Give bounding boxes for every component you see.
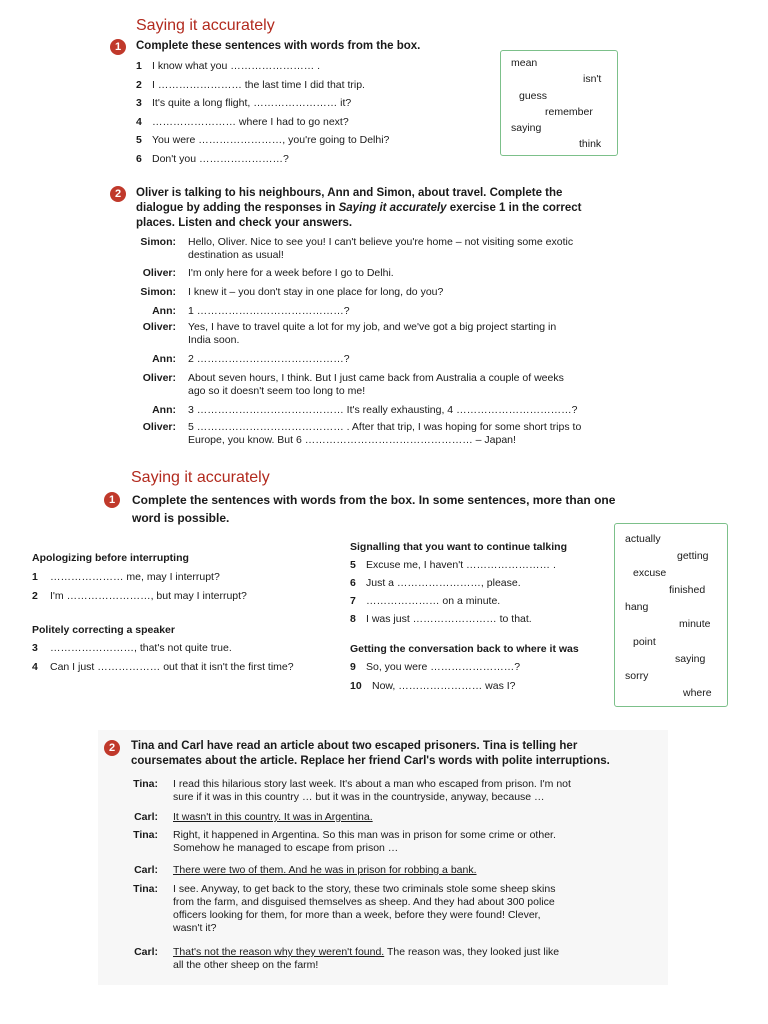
item-number: 1 [32, 571, 38, 583]
list-item [350, 613, 532, 626]
dialogue-text: officers looking for them, for more than a week, before they were found! Clever, [173, 909, 541, 921]
dialogue-text: 3 …………………………………… It's really exhausting, 4 ……………………………? [188, 404, 578, 416]
group-heading: Apologizing before interrupting [32, 552, 189, 564]
word-box-item: point [633, 636, 656, 648]
speaker-label: Carl: [134, 864, 158, 876]
item-number: 2 [32, 590, 38, 602]
word-box-item: excuse [633, 567, 667, 579]
dialogue-line [188, 286, 443, 299]
item-text: Don't you ……………………? [152, 152, 289, 165]
item-number: 1 [136, 60, 142, 72]
dialogue-line [173, 864, 477, 877]
item-text: You were ……………………, you're going to Delhi? [152, 134, 390, 146]
dialogue-text: I read this hilarious story last week. It's about a man who escaped from prison. I'm not [173, 778, 571, 790]
item-number: 4 [136, 115, 142, 128]
dialogue-text: Yes, I have to travel quite a lot for my job, and we've got a big project starting in [188, 321, 557, 333]
dialogue-text: destination as usual! [188, 249, 284, 261]
underlined-text: That's not the reason why they weren't found. [173, 946, 385, 958]
speaker-label: Carl: [134, 811, 158, 823]
group-heading: Politely correcting a speaker [32, 624, 175, 636]
exercise-instruction [131, 739, 610, 769]
list-item [350, 577, 521, 590]
instruction-line: Tina and Carl have read an article about two escaped prisoners. Tina is telling her [131, 740, 578, 752]
item-text: …………………… where I had to go next? [152, 115, 349, 128]
dialogue-text: I see. Anyway, to get back to the story, these two criminals stole some sheep skins [173, 883, 556, 895]
item-text: ……………………, that's not quite true. [50, 642, 232, 654]
item-number: 5 [350, 559, 356, 571]
speaker-label: Simon: [140, 236, 176, 248]
dialogue-line [188, 236, 573, 262]
item-number: 3 [136, 97, 142, 109]
word-box-item: minute [679, 618, 711, 630]
word-box-item: remember [545, 106, 593, 118]
list-item [136, 60, 389, 79]
dialogue-text: from the farm, and disguised themselves as sheep. And they had about 300 police [173, 896, 555, 908]
word-box-item: getting [677, 550, 709, 562]
dialogue-text: 1 ……………………………………? [188, 305, 350, 317]
dialogue-text: About seven hours, I think. But I just came back from Australia a couple of weeks [188, 372, 564, 384]
speaker-label: Oliver: [142, 267, 176, 279]
dialogue-text: Right, it happened in Argentina. So this man was in prison for some crime or other. [173, 829, 556, 841]
exercise-number-badge: 1 [104, 492, 120, 508]
word-box-item: where [683, 687, 712, 699]
list-item [136, 97, 389, 116]
speaker-label: Ann: [152, 305, 176, 317]
list-item [136, 79, 389, 98]
item-number: 3 [32, 642, 38, 654]
instruction-text: exercise 1 in the correct [446, 202, 582, 214]
word-box-item: finished [669, 584, 706, 596]
speaker-label: Ann: [152, 353, 176, 365]
dialogue [122, 778, 662, 978]
speaker-label: Oliver: [142, 321, 176, 333]
underlined-text: It wasn't in this country. It was in Argentina. [173, 811, 373, 823]
item-number: 9 [350, 661, 356, 673]
item-number: 8 [350, 613, 356, 625]
dialogue-line [173, 811, 373, 824]
speaker-label: Carl: [134, 946, 158, 958]
item-text: I know what you …………………… . [152, 60, 321, 72]
speaker-label: Tina: [133, 778, 158, 790]
dialogue-line [188, 305, 350, 318]
speaker-label: Ann: [152, 404, 176, 416]
list-item [136, 153, 389, 172]
dialogue-text: The reason was, they looked just like [386, 946, 560, 958]
item-text: I'm ……………………, but may I interrupt? [50, 590, 247, 602]
item-text: Excuse me, I haven't …………………… . [366, 559, 556, 571]
exercise-number-badge: 2 [110, 186, 126, 202]
item-text: ………………… on a minute. [366, 595, 501, 607]
word-box-item: saying [511, 122, 542, 134]
list-item [32, 642, 232, 655]
item-text: Can I just ……………… out that it isn't the first time? [50, 661, 294, 673]
dialogue-line [173, 829, 556, 855]
dialogue-text: Somehow he managed to escape from prison … [173, 842, 399, 854]
dialogue-line [188, 404, 577, 417]
speaker-label: Tina: [133, 883, 158, 895]
word-box [614, 523, 728, 707]
instruction-line: places. Listen and check your answers. [136, 217, 353, 229]
dialogue-text: ago so it doesn't seem too long to me! [188, 385, 366, 397]
list-item [32, 590, 247, 603]
dialogue-text: all the other sheep on the farm! [173, 959, 319, 971]
item-number: 5 [136, 134, 142, 146]
dialogue-text: I'm only here for a week before I go to Delhi. [188, 267, 394, 279]
dialogue-text: Europe, you know. But 6 ………………………………………… – Japan! [188, 434, 516, 446]
dialogue-line [188, 372, 564, 398]
list-item [350, 559, 556, 572]
dialogue-line [173, 946, 559, 972]
dialogue-line [188, 267, 394, 280]
list-item [136, 116, 389, 135]
item-number: 10 [350, 680, 362, 692]
exercise-instruction: Complete these sentences with words from the box. [136, 40, 421, 52]
exercise-number-badge: 1 [110, 39, 126, 55]
dialogue-line [173, 883, 555, 935]
instruction-line [136, 201, 581, 216]
dialogue-line [188, 321, 556, 347]
instruction-line: Complete the sentences with words from the box. In some sentences, more than one [132, 493, 616, 507]
list-item [350, 595, 500, 608]
instruction-text: dialogue by adding the responses in [136, 202, 339, 214]
instruction-line: coursemates about the article. Replace her friend Carl's words with polite interruptions. [131, 755, 610, 767]
speaker-label: Oliver: [142, 421, 176, 433]
exercise-number-badge: 2 [104, 740, 120, 756]
instruction-line: Oliver is talking to his neighbours, Ann and Simon, about travel. Complete the [136, 187, 563, 199]
group-heading: Signalling that you want to continue talking [350, 541, 567, 553]
section1-title-text: Saying it accurately [136, 17, 275, 34]
item-text: ………………… me, may I interrupt? [50, 571, 220, 583]
speaker-label: Simon: [140, 286, 176, 298]
item-number: 6 [136, 152, 142, 165]
dialogue-text: I knew it – you don't stay in one place for long, do you? [188, 286, 444, 298]
dialogue-text: wasn't it? [173, 922, 217, 934]
dialogue-line [188, 421, 581, 447]
item-text: I …………………… the last time I did that trip. [152, 78, 365, 91]
exercise-instruction [136, 186, 581, 231]
list-item [32, 661, 294, 674]
item-number: 2 [136, 78, 142, 91]
dialogue-text: sure if it was in this country … but it was in the countryside, anyway, because … [173, 791, 545, 803]
dialogue-line [188, 353, 350, 366]
word-box-item: actually [625, 533, 661, 545]
section2-title: Saying it accurately [131, 469, 270, 486]
word-box-item: think [579, 138, 602, 150]
word-box [500, 50, 618, 156]
dialogue-text: Hello, Oliver. Nice to see you! I can't believe you're home – not visiting some exotic [188, 236, 574, 248]
dialogue-text: India soon. [188, 334, 240, 346]
item-text: So, you were ……………………? [366, 661, 521, 673]
word-box-item: guess [519, 90, 548, 102]
dialogue-text: 2 ……………………………………? [188, 353, 350, 365]
underlined-text: There were two of them. And he was in prison for robbing a bank. [173, 864, 477, 876]
word-box-item: isn't [583, 73, 602, 85]
speaker-label: Oliver: [142, 372, 176, 384]
item-number: 7 [350, 595, 356, 607]
word-box-item: mean [511, 57, 538, 69]
word-box-item: sorry [625, 670, 649, 682]
dialogue-text: 5 …………………………………… . After that trip, I was hoping for some short trips to [188, 421, 582, 433]
list-item [136, 134, 389, 153]
item-number: 6 [350, 577, 356, 589]
group-heading: Getting the conversation back to where it was [350, 643, 579, 655]
dialogue [130, 236, 630, 446]
item-text: Now, …………………… was I? [372, 680, 516, 692]
list-item [350, 661, 520, 674]
instruction-line: word is possible. [132, 511, 230, 525]
speaker-label: Tina: [133, 829, 158, 841]
list-item [32, 571, 220, 584]
instruction-italic: Saying it accurately [338, 202, 447, 214]
word-box-item: hang [625, 601, 649, 613]
item-number: 4 [32, 661, 38, 673]
dialogue-line [173, 778, 571, 804]
item-text: It's quite a long flight, …………………… it? [152, 97, 352, 109]
word-box-item: saying [675, 653, 706, 665]
item-text: I was just …………………… to that. [366, 613, 532, 625]
item-text: Just a ……………………, please. [366, 577, 521, 589]
sentence-list [136, 60, 389, 171]
list-item [350, 680, 516, 693]
exercise-instruction [132, 491, 615, 527]
